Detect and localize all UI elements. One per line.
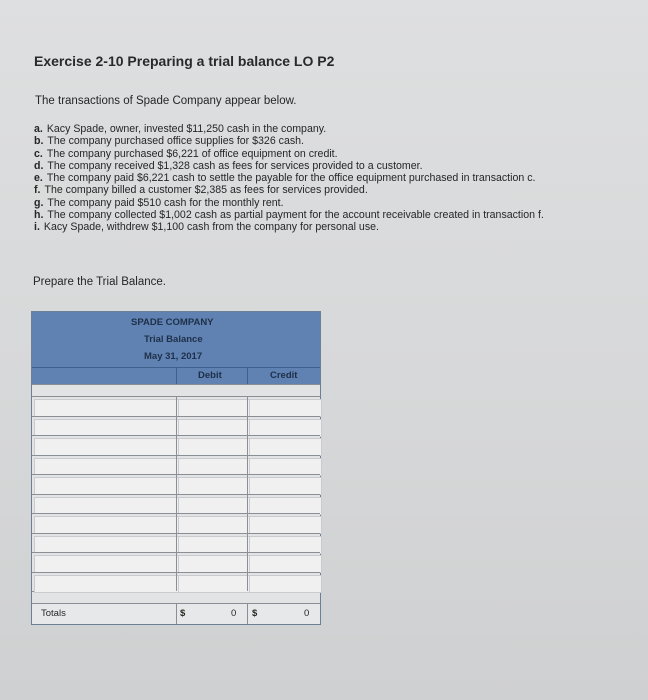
credit-input[interactable]: [249, 438, 322, 456]
table-row: [32, 513, 320, 533]
trial-balance-header: [32, 312, 320, 384]
transaction-item: i. Kacy Spade, withdrew $1,100 cash from the company for personal use.: [34, 221, 379, 234]
table-spacer: [32, 384, 320, 396]
account-title-input[interactable]: [34, 477, 179, 495]
transaction-item: f. The company billed a customer $2,385 as fees for services provided.: [34, 184, 368, 197]
transaction-item: d. The company received $1,328 cash as fees for services provided to a customer.: [34, 159, 423, 172]
statement-date: May 31, 2017: [144, 351, 203, 362]
column-divider: [247, 367, 248, 384]
debit-input[interactable]: [178, 555, 250, 573]
credit-total-value: 0: [304, 608, 310, 619]
column-divider: [176, 367, 177, 384]
credit-input[interactable]: [249, 419, 322, 437]
totals-label: Totals: [41, 608, 66, 619]
instruction-text: Prepare the Trial Balance.: [33, 276, 166, 288]
transaction-item: b. The company purchased office supplies for $326 cash.: [34, 135, 304, 148]
credit-total-currency: $: [252, 608, 258, 619]
transaction-list: [34, 123, 544, 234]
account-title-input[interactable]: [34, 555, 179, 573]
statement-name: Trial Balance: [144, 334, 203, 345]
exercise-intro: The transactions of Spade Company appear below.: [35, 95, 297, 107]
debit-input[interactable]: [178, 536, 250, 554]
credit-input[interactable]: [249, 458, 322, 476]
trial-balance-table: [31, 311, 321, 625]
transaction-item: e. The company paid $6,221 cash to settle the payable for the office equipment purchased in transaction c.: [34, 172, 536, 185]
credit-input[interactable]: [249, 516, 322, 534]
debit-input[interactable]: [178, 575, 250, 593]
account-title-input[interactable]: [34, 497, 179, 515]
exercise-title: Exercise 2-10 Preparing a trial balance LO P2: [34, 53, 335, 69]
table-spacer: [32, 591, 320, 603]
transaction-item: a. Kacy Spade, owner, invested $11,250 cash in the company.: [34, 123, 327, 135]
account-title-input[interactable]: [34, 419, 179, 437]
transaction-item: h. The company collected $1,002 cash as partial payment for the account receivable created in transaction f.: [34, 209, 544, 222]
table-row: [32, 416, 320, 436]
credit-input[interactable]: [249, 575, 322, 593]
account-title-input[interactable]: [34, 536, 179, 554]
transaction-item: g. The company paid $510 cash for the monthly rent.: [34, 196, 284, 209]
debit-total-currency: $: [180, 608, 186, 619]
table-row: [32, 533, 320, 553]
account-title-input[interactable]: [34, 438, 179, 456]
account-title-input[interactable]: [34, 399, 179, 417]
company-name: SPADE COMPANY: [131, 317, 214, 328]
debit-input[interactable]: [178, 438, 250, 456]
transaction-item: c. The company purchased $6,221 of office equipment on credit.: [34, 147, 338, 160]
debit-input[interactable]: [178, 477, 250, 495]
table-row: [32, 552, 320, 572]
credit-input[interactable]: [249, 555, 322, 573]
credit-input[interactable]: [249, 536, 322, 554]
debit-column-header: Debit: [198, 370, 222, 381]
debit-input[interactable]: [178, 516, 250, 534]
table-row: [32, 474, 320, 494]
table-row: [32, 435, 320, 455]
debit-input[interactable]: [178, 419, 250, 437]
table-row: [32, 455, 320, 475]
account-title-input[interactable]: [34, 575, 179, 593]
credit-column-header: Credit: [270, 370, 298, 381]
totals-row: [32, 603, 320, 624]
debit-input[interactable]: [178, 458, 250, 476]
credit-input[interactable]: [249, 477, 322, 495]
credit-input[interactable]: [249, 399, 322, 417]
credit-input[interactable]: [249, 497, 322, 515]
debit-input[interactable]: [178, 399, 250, 417]
table-row: [32, 572, 320, 592]
account-title-input[interactable]: [34, 458, 179, 476]
account-title-input[interactable]: [34, 516, 179, 534]
debit-total-value: 0: [231, 608, 237, 619]
table-row: [32, 494, 320, 514]
table-row: [32, 396, 320, 416]
debit-input[interactable]: [178, 497, 250, 515]
